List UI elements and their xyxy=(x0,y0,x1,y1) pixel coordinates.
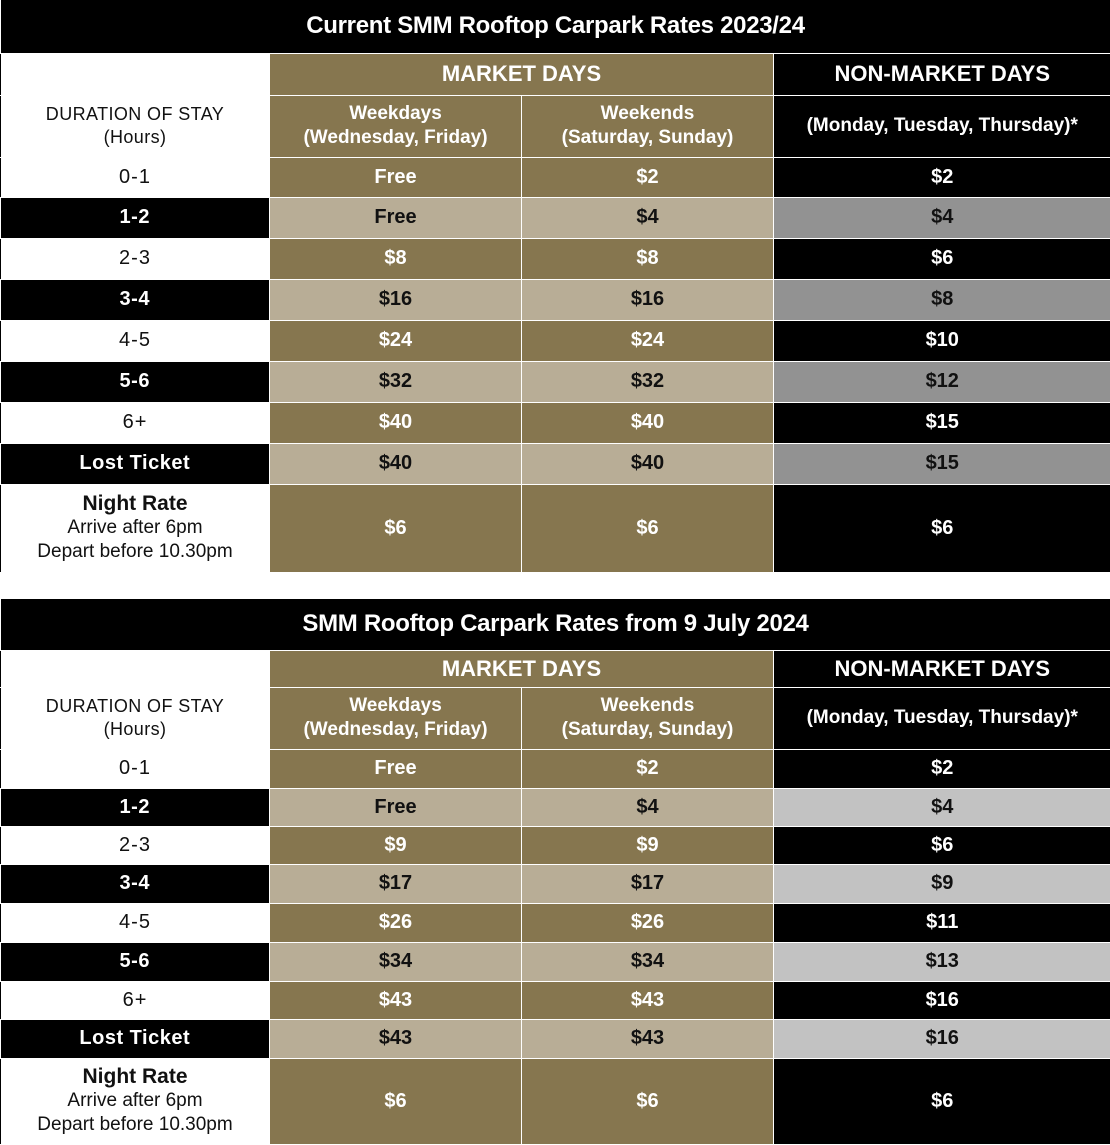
table-row xyxy=(1,320,1110,361)
non-market-rate: $6 xyxy=(774,238,1110,279)
weekend-rate: $32 xyxy=(522,361,774,402)
non-market-days-subheader: (Monday, Tuesday, Thursday)* xyxy=(774,687,1110,749)
table-row xyxy=(1,749,1110,788)
blank-corner xyxy=(1,650,270,687)
weekend-rate: $9 xyxy=(522,826,774,864)
weekend-night-rate: $6 xyxy=(522,484,774,572)
table-row xyxy=(1,197,1110,238)
table-row xyxy=(1,981,1110,1019)
night-rate-title: Night Rate xyxy=(82,1065,188,1089)
table-row xyxy=(1,942,1110,981)
weekday-rate: $16 xyxy=(270,279,522,320)
weekday-rate: $17 xyxy=(270,864,522,903)
weekday-rate: $26 xyxy=(270,903,522,942)
table-title: Current SMM Rooftop Carpark Rates 2023/24 xyxy=(1,0,1110,53)
duration-cell: 6+ xyxy=(1,981,270,1019)
table-row xyxy=(1,361,1110,402)
weekday-rate: Free xyxy=(270,749,522,788)
non-market-rate: $8 xyxy=(774,279,1110,320)
night-rate-label xyxy=(1,484,270,572)
duration-cell: 2-3 xyxy=(1,238,270,279)
night-rate-depart: Depart before 10.30pm xyxy=(37,541,233,563)
duration-cell: 3-4 xyxy=(1,864,270,903)
duration-head-unit: (Hours) xyxy=(103,127,167,147)
weekend-rate: $4 xyxy=(522,197,774,238)
weekends-label: Weekends xyxy=(600,695,695,716)
table-row xyxy=(1,443,1110,484)
duration-cell: Lost Ticket xyxy=(1,443,270,484)
table-row xyxy=(1,826,1110,864)
night-rate-arrive: Arrive after 6pm xyxy=(67,1090,203,1112)
night-rate-label xyxy=(1,1058,270,1144)
weekdays-days: (Wednesday, Friday) xyxy=(303,719,488,740)
non-market-night-rate: $6 xyxy=(774,484,1110,572)
non-market-rate: $16 xyxy=(774,1019,1110,1058)
weekday-rate: $8 xyxy=(270,238,522,279)
duration-of-stay-header xyxy=(1,687,270,749)
duration-head-line: DURATION OF STAY xyxy=(45,104,225,124)
weekday-rate: $24 xyxy=(270,320,522,361)
weekend-rate: $4 xyxy=(522,788,774,826)
table-row xyxy=(1,157,1110,197)
weekday-rate: Free xyxy=(270,197,522,238)
night-rate-depart: Depart before 10.30pm xyxy=(37,1114,233,1136)
duration-cell: 6+ xyxy=(1,402,270,443)
table-row xyxy=(1,1019,1110,1058)
weekday-rate: $40 xyxy=(270,443,522,484)
duration-cell: 3-4 xyxy=(1,279,270,320)
duration-head-unit: (Hours) xyxy=(103,719,167,739)
duration-cell: 5-6 xyxy=(1,361,270,402)
weekday-rate: $43 xyxy=(270,981,522,1019)
weekdays-label: Weekdays xyxy=(349,695,442,716)
weekends-label: Weekends xyxy=(600,103,695,124)
table-row xyxy=(1,788,1110,826)
weekends-days: (Saturday, Sunday) xyxy=(561,127,734,148)
weekday-rate: Free xyxy=(270,788,522,826)
weekend-rate: $34 xyxy=(522,942,774,981)
weekend-rate: $8 xyxy=(522,238,774,279)
non-market-rate: $10 xyxy=(774,320,1110,361)
weekend-rate: $2 xyxy=(522,157,774,197)
night-rate-row xyxy=(1,1058,1110,1144)
non-market-night-rate: $6 xyxy=(774,1058,1110,1144)
weekend-rate: $43 xyxy=(522,1019,774,1058)
duration-cell: 0-1 xyxy=(1,749,270,788)
weekday-rate: $43 xyxy=(270,1019,522,1058)
weekend-rate: $26 xyxy=(522,903,774,942)
night-rate-arrive: Arrive after 6pm xyxy=(67,517,203,539)
non-market-rate: $4 xyxy=(774,788,1110,826)
weekends-days: (Saturday, Sunday) xyxy=(561,719,734,740)
table-row xyxy=(1,402,1110,443)
table-row xyxy=(1,864,1110,903)
duration-head-line: DURATION OF STAY xyxy=(45,696,225,716)
weekday-rate: Free xyxy=(270,157,522,197)
weekend-rate: $2 xyxy=(522,749,774,788)
weekend-rate: $24 xyxy=(522,320,774,361)
non-market-rate: $11 xyxy=(774,903,1110,942)
table-row xyxy=(1,903,1110,942)
non-market-days-header: NON-MARKET DAYS xyxy=(774,53,1110,95)
non-market-rate: $13 xyxy=(774,942,1110,981)
duration-cell: 0-1 xyxy=(1,157,270,197)
night-rate-row xyxy=(1,484,1110,572)
weekend-rate: $40 xyxy=(522,402,774,443)
new-rates-table xyxy=(0,599,1110,1144)
non-market-days-subheader: (Monday, Tuesday, Thursday)* xyxy=(774,95,1110,157)
weekend-rate: $40 xyxy=(522,443,774,484)
non-market-rate: $2 xyxy=(774,157,1110,197)
duration-cell: 1-2 xyxy=(1,788,270,826)
weekday-rate: $34 xyxy=(270,942,522,981)
weekday-rate: $32 xyxy=(270,361,522,402)
weekends-header xyxy=(522,687,774,749)
weekdays-header xyxy=(270,95,522,157)
table-title: SMM Rooftop Carpark Rates from 9 July 2024 xyxy=(1,599,1110,650)
non-market-rate: $15 xyxy=(774,402,1110,443)
non-market-rate: $12 xyxy=(774,361,1110,402)
duration-of-stay-header xyxy=(1,95,270,157)
weekend-night-rate: $6 xyxy=(522,1058,774,1144)
non-market-rate: $6 xyxy=(774,826,1110,864)
weekend-rate: $17 xyxy=(522,864,774,903)
weekends-header xyxy=(522,95,774,157)
weekdays-label: Weekdays xyxy=(349,103,442,124)
night-rate-title: Night Rate xyxy=(82,492,188,516)
weekday-rate: $40 xyxy=(270,402,522,443)
weekend-rate: $43 xyxy=(522,981,774,1019)
non-market-rate: $4 xyxy=(774,197,1110,238)
non-market-rate: $16 xyxy=(774,981,1110,1019)
non-market-rate: $9 xyxy=(774,864,1110,903)
non-market-days-header: NON-MARKET DAYS xyxy=(774,650,1110,687)
non-market-rate: $2 xyxy=(774,749,1110,788)
weekday-rate: $9 xyxy=(270,826,522,864)
weekdays-header xyxy=(270,687,522,749)
duration-cell: Lost Ticket xyxy=(1,1019,270,1058)
table-row xyxy=(1,279,1110,320)
weekend-rate: $16 xyxy=(522,279,774,320)
market-days-header: MARKET DAYS xyxy=(270,650,774,687)
market-days-header: MARKET DAYS xyxy=(270,53,774,95)
weekday-night-rate: $6 xyxy=(270,484,522,572)
non-market-rate: $15 xyxy=(774,443,1110,484)
weekday-night-rate: $6 xyxy=(270,1058,522,1144)
duration-cell: 1-2 xyxy=(1,197,270,238)
weekdays-days: (Wednesday, Friday) xyxy=(303,127,488,148)
blank-corner xyxy=(1,53,270,95)
duration-cell: 4-5 xyxy=(1,320,270,361)
duration-cell: 4-5 xyxy=(1,903,270,942)
duration-cell: 5-6 xyxy=(1,942,270,981)
duration-cell: 2-3 xyxy=(1,826,270,864)
table-row xyxy=(1,238,1110,279)
current-rates-table xyxy=(0,0,1110,572)
